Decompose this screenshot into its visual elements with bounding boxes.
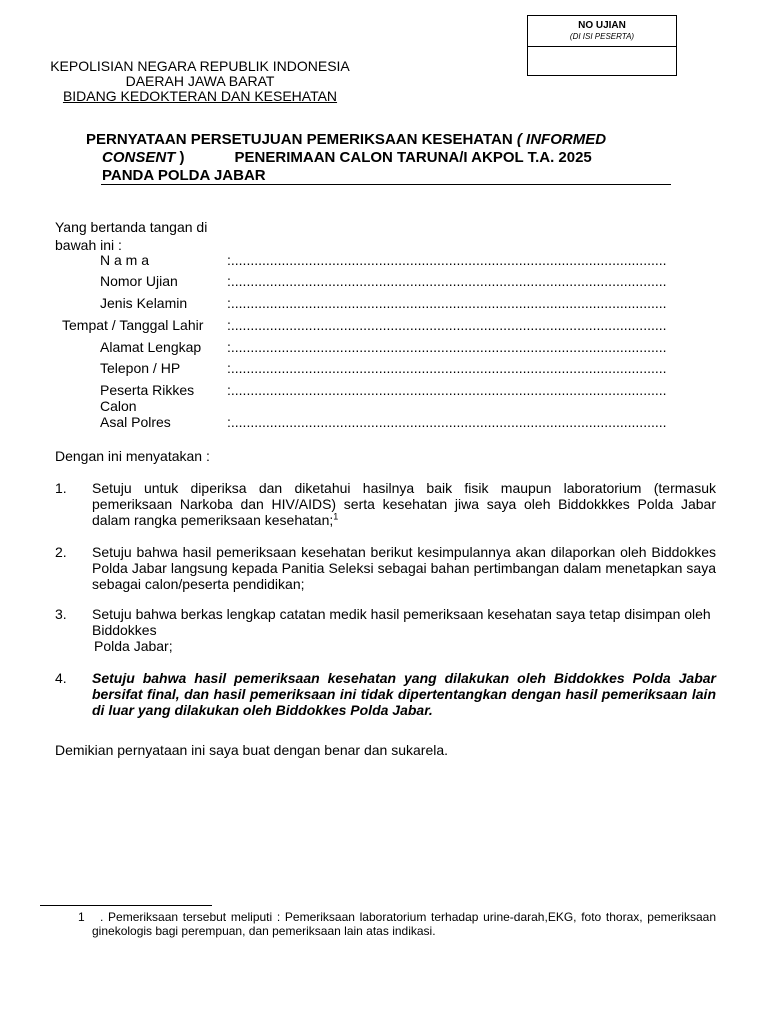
item-text-3-cont: Polda Jabar; bbox=[94, 638, 173, 654]
org-line-1: KEPOLISIAN NEGARA REPUBLIK INDONESIA bbox=[50, 58, 350, 74]
field-label-peserta-rikkes-calon: Calon bbox=[100, 398, 137, 414]
field-input-jenis-kelamin[interactable]: :................................................................................................................ bbox=[227, 295, 667, 311]
field-input-tempat-tanggal-lahir[interactable]: :................................................................................................................ bbox=[227, 317, 667, 333]
title-part-3: PANDA POLDA JABAR bbox=[102, 167, 266, 184]
title-part-1: PERNYATAAN PERSETUJUAN PEMERIKSAAN KESEHATAN bbox=[86, 131, 517, 148]
title-part-2: PENERIMAAN CALON TARUNA/I AKPOL T.A. 2025 bbox=[234, 149, 592, 166]
exam-number-subtitle: (DI ISI PESERTA) bbox=[569, 32, 635, 41]
field-label-peserta-rikkes: Peserta Rikkes bbox=[100, 382, 195, 398]
intro-text: Yang bertanda tangan di bawah ini : bbox=[55, 219, 208, 253]
field-input-alamat[interactable]: :................................................................................................................ bbox=[227, 339, 667, 355]
field-label-asal-polres: Asal Polres bbox=[100, 414, 171, 430]
organization-header bbox=[40, 59, 360, 104]
exam-number-header bbox=[528, 16, 676, 47]
exam-number-title: NO UJIAN bbox=[578, 20, 626, 31]
exam-number-box bbox=[527, 15, 677, 76]
org-line-3: BIDANG KEDOKTERAN DAN KESEHATAN bbox=[62, 88, 338, 104]
closing-statement: Demikian pernyataan ini saya buat dengan benar dan sukarela. bbox=[55, 742, 449, 758]
field-input-asal-polres[interactable]: :................................................................................................................ bbox=[227, 414, 667, 430]
title-consent-close: ) bbox=[175, 149, 185, 166]
item-text-1 bbox=[92, 480, 716, 528]
field-input-peserta-rikkes[interactable]: :................................................................................................................ bbox=[227, 382, 667, 398]
field-label-alamat: Alamat Lengkap bbox=[100, 339, 202, 355]
field-input-nama[interactable]: :................................................................................................................ bbox=[227, 252, 667, 268]
title-underline bbox=[101, 184, 671, 185]
footnote-text: . Pemeriksaan tersebut meliputi : Pemeriksaan laboratorium terhadap urine-darah,EKG, foto thorax, pemeriksaan ginekologis bagi perempuan, dan pemeriksaan lain atas indikasi. bbox=[92, 910, 716, 938]
document-title bbox=[86, 131, 716, 185]
field-input-nomor-ujian[interactable]: :................................................................................................................ bbox=[227, 273, 667, 289]
field-label-jenis-kelamin: Jenis Kelamin bbox=[100, 295, 188, 311]
item-number-1: 1. bbox=[55, 480, 67, 496]
field-input-telepon[interactable]: :................................................................................................................ bbox=[227, 360, 667, 376]
field-label-nama: N a m a bbox=[100, 252, 150, 268]
item-number-3: 3. bbox=[55, 606, 67, 622]
footnote-separator bbox=[40, 905, 212, 906]
title-consent: CONSENT bbox=[102, 149, 176, 166]
item-text-1-body: Setuju untuk diperiksa dan diketahui hasilnya baik fisik maupun laboratorium (termasuk pemeriksaan Narkoba dan HIV/AIDS) serta kesehatan jiwa saya oleh Biddokkkes Polda Jabar dalam rangka pemeriksaan kesehatan; bbox=[92, 480, 716, 528]
exam-number-field[interactable] bbox=[528, 47, 676, 76]
item-text-3 bbox=[92, 606, 716, 654]
item-text-3-body: Setuju bahwa berkas lengkap catatan medik hasil pemeriksaan kesehatan saya tetap disimpan oleh Biddokkes bbox=[92, 606, 711, 638]
statement-intro: Dengan ini menyatakan : bbox=[55, 448, 210, 464]
field-label-nomor-ujian: Nomor Ujian bbox=[100, 273, 178, 289]
footnote-number: 1 bbox=[78, 910, 85, 924]
item-number-2: 2. bbox=[55, 544, 67, 560]
title-line-2 bbox=[86, 149, 716, 167]
item-text-4: Setuju bahwa hasil pemeriksaan kesehatan yang dilakukan oleh Biddokkes Polda Jabar bersifat final, dan hasil pemeriksaan ini tidak dipertentangkan dengan hasil pemeriksaan lain di luar yang dilakukan oleh Biddokkes Polda Jabar. bbox=[92, 670, 716, 718]
field-label-telepon: Telepon / HP bbox=[100, 360, 181, 376]
field-label-tempat-tanggal-lahir: Tempat / Tanggal Lahir bbox=[62, 317, 204, 333]
footnote-ref: 1 bbox=[333, 511, 339, 522]
org-line-2: DAERAH JAWA BARAT bbox=[125, 73, 275, 89]
item-text-2: Setuju bahwa hasil pemeriksaan kesehatan berikut kesimpulannya akan dilaporkan oleh Biddokkes Polda Jabar langsung kepada Panitia Seleksi sebagai bahan pertimbangan dalam menetapkan saya sebagai calon/peserta pendidikan; bbox=[92, 544, 716, 592]
title-part-1-italic: ( INFORMED bbox=[516, 131, 607, 148]
item-number-4: 4. bbox=[55, 670, 67, 686]
